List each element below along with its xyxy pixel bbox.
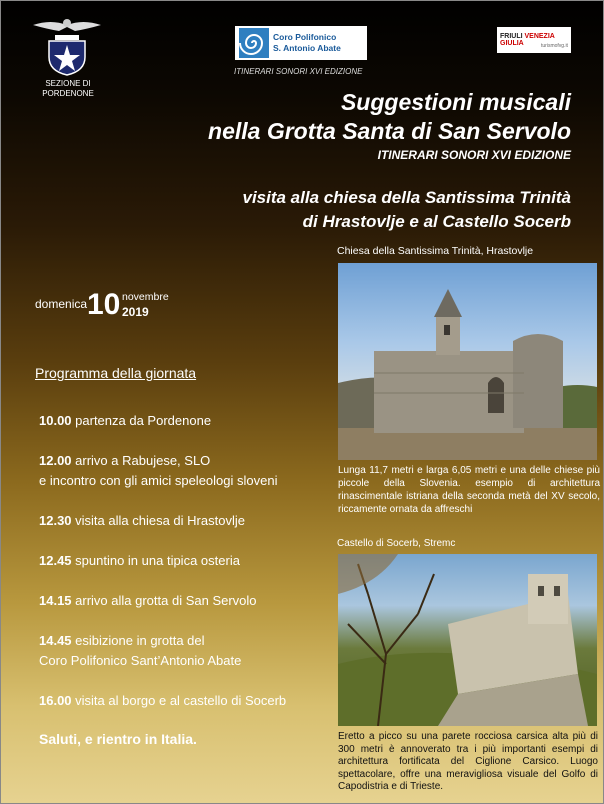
program-item — [39, 691, 286, 711]
fvg-logo — [497, 27, 571, 53]
edition-subtitle: ITINERARI SONORI XVI EDIZIONE — [377, 148, 571, 162]
visit-line1: visita alla chiesa della Santissima Trinità — [242, 188, 571, 207]
fvg-logo-url: turismofvg.it — [541, 43, 568, 49]
date-month: novembre — [122, 291, 169, 303]
date-year: 2019 — [122, 305, 149, 319]
program-time: 12.00 — [39, 453, 72, 468]
spiral-logo-icon — [239, 28, 269, 58]
castle-caption: Castello di Socerb, Stremc — [337, 538, 456, 549]
castle-illustration — [338, 554, 597, 726]
church-caption: Chiesa della Santissima Trinità, Hrastovlje — [337, 245, 534, 257]
date-day: 10 — [87, 288, 121, 321]
main-title-line1: Suggestioni musicali — [340, 89, 571, 115]
program-text: visita alla chiesa di Hrastovlje — [71, 513, 245, 528]
main-title-line2: nella Grotta Santa di San Servolo — [208, 118, 571, 144]
program-time: 14.15 — [39, 593, 72, 608]
program-text: visita al borgo e al castello di Socerb — [71, 693, 287, 708]
coro-name-line2: S. Antonio Abate — [273, 43, 341, 53]
closing-text: Saluti, e rientro in Italia. — [39, 731, 197, 747]
cai-caption — [31, 79, 105, 99]
program-text-cont: Coro Polifonico Sant’Antonio Abate — [39, 653, 242, 668]
program-item — [39, 591, 257, 611]
program-time: 12.45 — [39, 553, 72, 568]
program-item — [39, 631, 241, 671]
cai-logo — [31, 15, 103, 77]
program-text: partenza da Pordenone — [71, 413, 212, 428]
fvg-logo-text: FRIULI VENEZIA GIULIA — [500, 33, 555, 47]
castle-photo — [338, 554, 597, 726]
church-illustration — [338, 263, 597, 460]
date-weekday: domenica — [35, 297, 88, 311]
program-item — [39, 411, 211, 431]
program-item — [39, 551, 240, 571]
cai-caption-line1: SEZIONE DI — [45, 79, 91, 88]
program-time: 16.00 — [39, 693, 72, 708]
visit-line2: di Hrastovlje e al Castello Socerb — [302, 212, 571, 231]
program-time: 14.45 — [39, 633, 72, 648]
cai-caption-line2: PORDENONE — [42, 89, 94, 98]
program-title: Programma della giornata — [35, 365, 197, 381]
program-item — [39, 511, 245, 531]
castle-description: Eretto a picco su una parete rocciosa carsica alta più di 300 metri è annoverato tra i più importanti esempi di architettura fortificata del Ciglione Carsico. Luogo spettacolare, offre una meravigliosa visuale del Golfo di Capodistria e di Trieste. — [338, 731, 598, 792]
coro-name-line1: Coro Polifonico — [273, 32, 337, 42]
program-text: spuntino in una tipica osteria — [71, 553, 240, 568]
program-time: 12.30 — [39, 513, 72, 528]
edition-small-label: ITINERARI SONORI XVI EDIZIONE — [234, 67, 363, 76]
church-description: Lunga 11,7 metri e larga 6,05 metri e una delle chiese più piccole della Slovenia. esempio di architettura rinascimentale istriana della seconda metà del XV secolo, riccamente ornata da affreschi — [338, 465, 600, 515]
program-text: arrivo a Rabujese, SLO — [71, 453, 211, 468]
church-photo — [338, 263, 597, 460]
coro-logo — [235, 26, 367, 60]
program-item — [39, 451, 277, 491]
program-time: 10.00 — [39, 413, 72, 428]
program-text: arrivo alla grotta di San Servolo — [71, 593, 257, 608]
program-text-cont: e incontro con gli amici speleologi sloveni — [39, 473, 278, 488]
eagle-emblem-icon — [31, 15, 103, 77]
program-text: esibizione in grotta del — [71, 633, 205, 648]
